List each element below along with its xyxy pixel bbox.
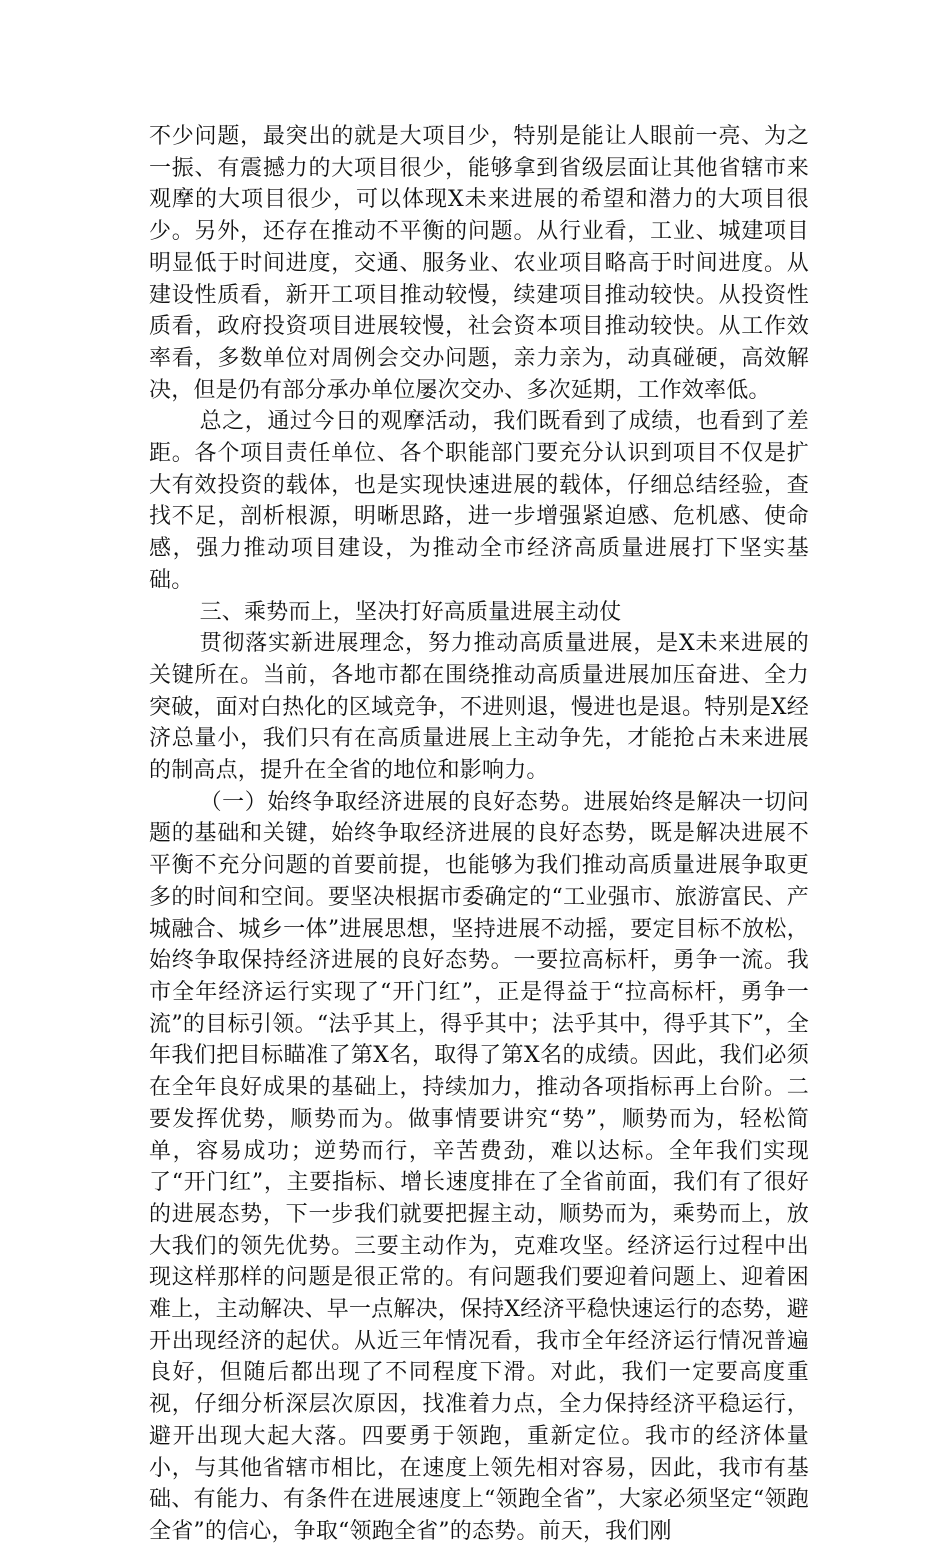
paragraph-summary: 总之，通过今日的观摩活动，我们既看到了成绩，也看到了差距。各个项目责任单位、各个职能部门要充分认识到项目不仅是扩大有效投资的载体，也是实现快速进展的载体，仔细总结经验，查找不足，剖析根源，明晰思路，进一步增强紧迫感、危机感、使命感，强力推动项目建设，为推动全市经济高质量进展打下坚实基础。 [149, 409, 809, 593]
document-page [149, 121, 809, 1548]
paragraph-issues: 不少问题，最突出的就是大项目少，特别是能让人眼前一亮、为之一振、有震撼力的大项目很少，能够拿到省级层面让其他省辖市来观摩的大项目很少，可以体现X未来进展的希望和潜力的大项目很少。另外，还存在推动不平衡的问题。从行业看，工业、城建项目明显低于时间进度，交通、服务业、农业项目略高于时间进度。从建设性质看，新开工项目推动较慢，续建项目推动较快。从投资性质看，政府投资项目进展较慢，社会资本项目推动较快。从工作效率看，多数单位对周例会交办问题，亲力亲为，动真碰硬，高效解决，但是仍有部分承办单位屡次交办、多次延期，工作效率低。 [149, 124, 809, 403]
paragraph-point-1: （一）始终争取经济进展的良好态势。进展始终是解决一切问题的基础和关键，始终争取经济进展的良好态势，既是解决进展不平衡不充分问题的首要前提，也能够为我们推动高质量进展争取更多的时间和空间。要坚决根据市委确定的“工业强市、旅游富民、产城融合、城乡一体”进展思想，坚持进展不动摇，要定目标不放松，始终争取保持经济进展的良好态势。一要拉高标杆，勇争一流。我市全年经济运行实现了“开门红”，正是得益于“拉高标杆，勇争一流”的目标引领。“法乎其上，得乎其中；法乎其中，得乎其下”，全年我们把目标瞄准了第X名，取得了第X名的成绩。因此，我们必须在全年良好成果的基础上，持续加力，推动各项指标再上台阶。二要发挥优势，顺势而为。做事情要讲究“势”，顺势而为，轻松简单，容易成功；逆势而行，辛苦费劲，难以达标。全年我们实现了“开门红”，主要指标、增长速度排在了全省前面，我们有了很好的进展态势，下一步我们就要把握主动，顺势而为，乘势而上，放大我们的领先优势。三要主动作为，克难攻坚。经济运行过程中出现这样那样的问题是很正常的。有问题我们要迎着问题上、迎着困难上，主动解决、早一点解决，保持X经济平稳快速运行的态势，避开出现经济的起伏。从近三年情况看，我市全年经济运行情况普遍良好，但随后都出现了不同程度下滑。对此，我们一定要高度重视，仔细分析深层次原因，找准着力点，全力保持经济平稳运行，避开出现大起大落。四要勇于领跑，重新定位。我市的经济体量小，与其他省辖市相比，在速度上领先相对容易，因此，我市有基础、有能力、有条件在进展速度上“领跑全省”，大家必须坚定“领跑全省”的信心，争取“领跑全省”的态势。前天，我们刚 [149, 789, 809, 1544]
section-heading-3: 三、乘势而上，坚决打好高质量进展主动仗 [199, 599, 622, 625]
paragraph-intro: 贯彻落实新进展理念，努力推动高质量进展，是X未来进展的关键所在。当前，各地市都在围绕推动高质量进展加压奋进、全力突破，面对白热化的区域竞争，不进则退，慢进也是退。特别是X经济总量小，我们只有在高质量进展上主动争先，才能抢占未来进展的制高点，提升在全省的地位和影响力。 [149, 631, 809, 784]
